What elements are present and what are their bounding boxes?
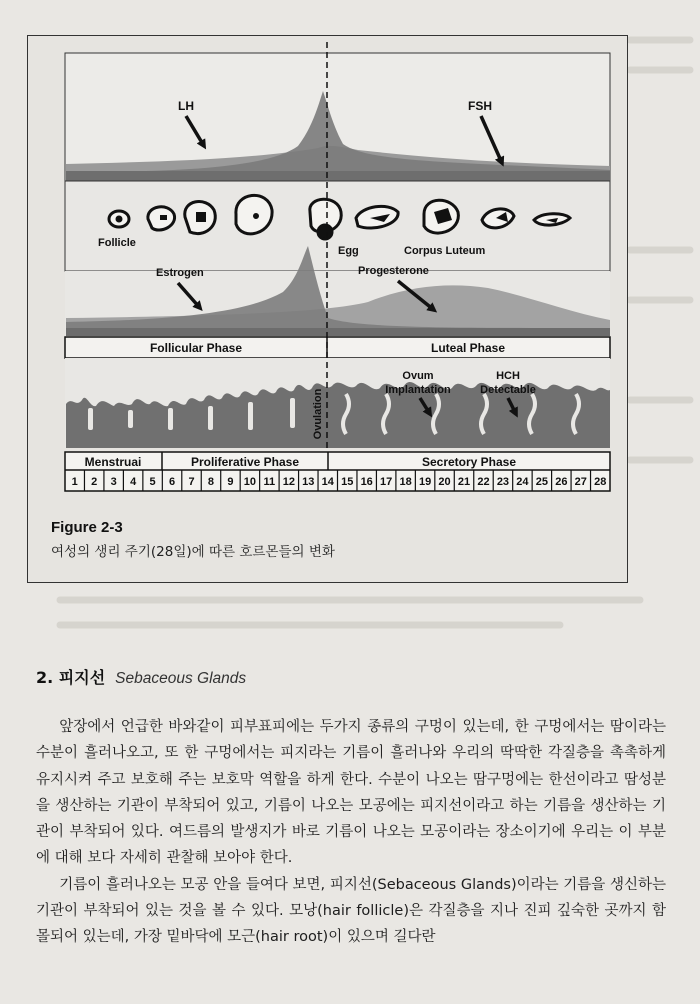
day-number: 3 <box>110 476 117 488</box>
egg-label: Egg <box>338 245 359 257</box>
endometrium-panel <box>65 358 610 448</box>
day-number: 21 <box>457 476 471 488</box>
implantation-label: Implantation <box>385 384 451 396</box>
figure-number: Figure 2-3 <box>51 519 123 536</box>
day-number: 10 <box>243 476 257 488</box>
fsh-label: FSH <box>468 99 492 113</box>
luteal-phase-label: Luteal Phase <box>430 341 506 355</box>
day-number: 23 <box>496 476 510 488</box>
follicle-label: Follicle <box>98 237 136 249</box>
section-title-english: Sebaceous Glands <box>115 670 247 687</box>
day-number: 28 <box>594 476 607 488</box>
day-number: 15 <box>341 476 354 488</box>
secretory-label: Secretory Phase <box>421 455 517 469</box>
day-number: 16 <box>360 476 373 488</box>
corpus-luteum-label: Corpus Luteum <box>404 245 486 257</box>
phase-bar <box>65 337 610 358</box>
day-number: 7 <box>188 476 195 488</box>
day-number: 22 <box>477 476 490 488</box>
day-number: 19 <box>418 476 432 488</box>
day-table <box>65 452 610 491</box>
day-number: 2 <box>91 476 98 488</box>
lh-fsh-panel <box>65 53 610 181</box>
follicular-phase-label: Follicular Phase <box>149 341 243 355</box>
day-number: 27 <box>574 476 587 488</box>
hcg-label: HCH <box>496 370 520 382</box>
day-number: 1 <box>71 476 78 488</box>
body-text <box>36 714 666 951</box>
proliferative-label: Proliferative Phase <box>190 455 300 469</box>
estrogen-label: Estrogen <box>156 267 204 279</box>
day-number: 25 <box>535 476 548 488</box>
lh-label: LH <box>178 99 194 113</box>
menstrual-label: Menstruai <box>84 455 142 469</box>
figure-caption-text: 여성의 생리 주기(28일)에 따른 호르몬들의 변화 <box>51 544 335 560</box>
progesterone-label: Progesterone <box>358 265 429 277</box>
day-number: 13 <box>302 476 315 488</box>
day-number: 14 <box>321 476 334 488</box>
day-number: 5 <box>149 476 156 488</box>
day-number: 20 <box>438 476 451 488</box>
ovulation-label: Ovulation <box>312 388 324 440</box>
day-number: 8 <box>207 476 215 488</box>
day-number: 18 <box>399 476 412 488</box>
paragraph: 기름이 흘러나오는 모공 안을 들여다 보면, 피지선(Sebaceous Glands)이라는 기름을 생신하는 기관이 부착되어 있는 것을 볼 수 있다. 모낭(hair follicle)은 각질층을 지나 진피 깊숙한 곳까지 함몰되어 있는데, 가장 밑바닥에 모근(hair root)이 있으며 길다란 <box>36 876 666 946</box>
section-title <box>36 665 246 688</box>
hormone-cycle-diagram <box>28 36 629 584</box>
day-number: 12 <box>282 476 295 488</box>
paragraph: 앞장에서 언급한 바와같이 피부표피에는 두가지 종류의 구멍이 있는데, 한 구멍에서는 땀이라는 수분이 흘러나오고, 또 한 구멍에서는 피지라는 기름이 흘러나와 우리의 딱딱한 각질층을 촉촉하게 유지시켜 주고 보호해 주는 보호막 역할을 하게 한다. 수분이 나오는 땀구멍에는 한선이라고 땀성분을 생산하는 기관이 부착되어 있고, 기름이 나오는 모공에는 피지선이라고 하는 기름을 생산하는 기관이 부착되어 있다. 여드름의 발생지가 바로 기름이 나오는 모공이라는 장소이기에 우리는 이 부분에 대해 보다 자세히 관찰해 보아야 한다. <box>36 719 666 867</box>
day-number: 11 <box>263 476 276 488</box>
day-number: 9 <box>227 476 234 488</box>
day-number: 4 <box>130 476 137 488</box>
ovum-label: Ovum <box>402 370 434 382</box>
follicle-row <box>65 181 610 271</box>
section-title-korean: 2. 피지선 <box>36 668 106 687</box>
figure-caption <box>51 519 335 560</box>
day-number: 6 <box>168 476 176 488</box>
day-number: 26 <box>555 476 568 488</box>
detectable-label: Detectable <box>480 384 536 396</box>
figure-box <box>27 35 628 583</box>
day-number: 17 <box>380 476 393 488</box>
day-number: 24 <box>516 476 529 488</box>
